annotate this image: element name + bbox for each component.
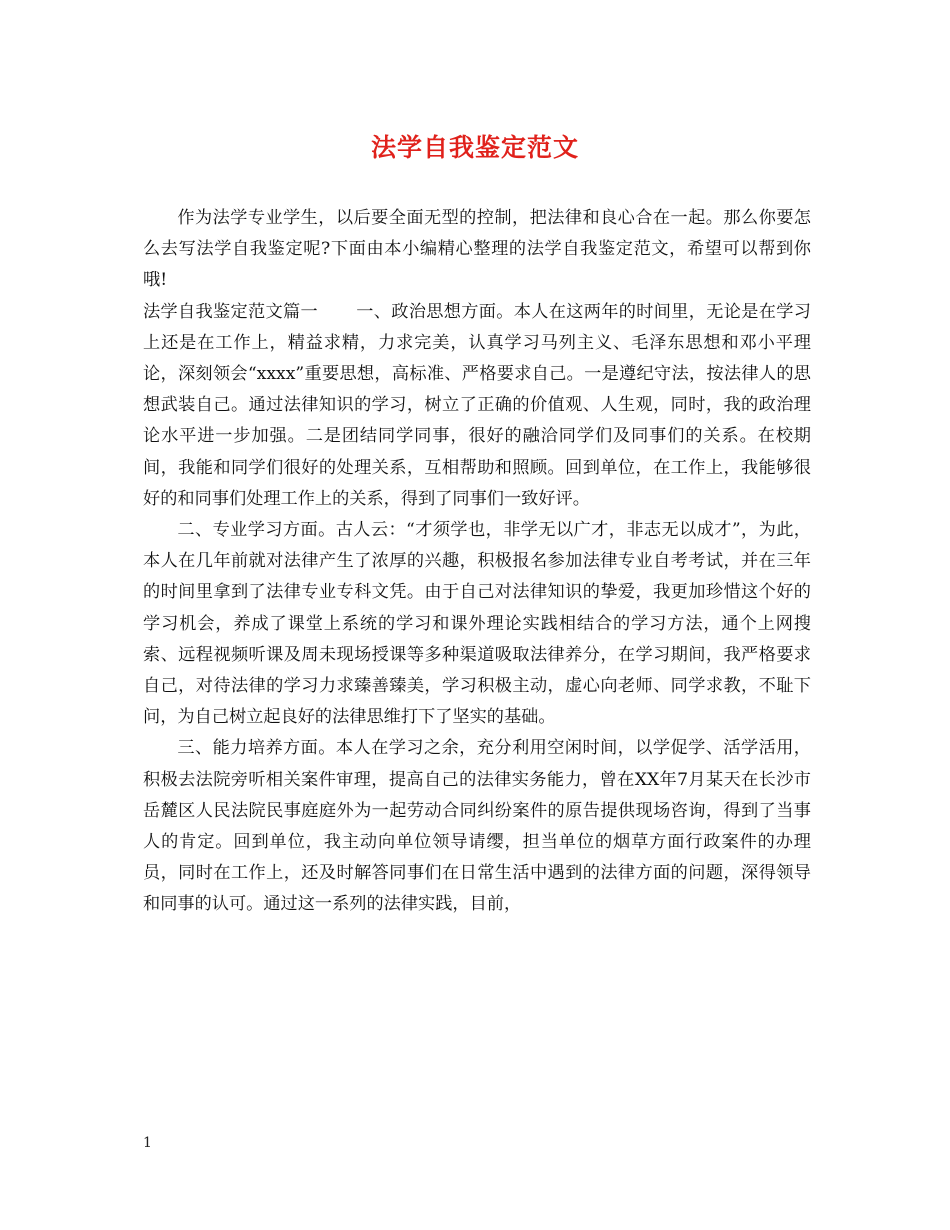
document-title: 法学自我鉴定范文 (370, 133, 579, 162)
section-heading: 法学自我鉴定范文篇一 (143, 301, 318, 322)
paragraph-1-text: 一、政治思想方面。本人在这两年的时间里，无论是在学习上还是在工作上，精益求精，力求完美，认真学习马列主义、毛泽东思想和邓小平理论，深刻领会“xxxx”重要思想，高标准、严格要求自己。一是遵纪守法，按法律人的思想武装自己。通过法律知识的学习，树立了正确的价值观、人生观，同时，我的政治理论水平进一步加强。二是团结同学同事，很好的融洽同学们及同事们的关系。在校期间，我能和同学们很好的处理关系，互相帮助和照顾。回到单位，在工作上，我能够很好的和同事们处理工作上的关系，得到了同事们一致好评。 (143, 301, 811, 509)
page-number: 1 (143, 1135, 152, 1151)
intro-paragraph: 作为法学专业学生，以后要全面无型的控制，把法律和良心合在一起。那么你要怎么去写法学自我鉴定呢?下面由本小编精心整理的法学自我鉴定范文，希望可以帮到你哦! (143, 208, 811, 291)
document-body (143, 203, 811, 921)
paragraph-2: 二、专业学习方面。古人云：“才须学也，非学无以广才，非志无以成才”，为此，本人在几年前就对法律产生了浓厚的兴趣，积极报名参加法律专业自考考试，并在三年的时间里拿到了法律专业专科文凭。由于自己对法律知识的挚爱，我更加珍惜这个好的学习机会，养成了课堂上系统的学习和课外理论实践相结合的学习方法，通个上网搜索、远程视频听课及周未现场授课等多种渠道吸取法律养分，在学习期间，我严格要求自己，对待法律的学习力求臻善臻美，学习积极主动，虚心向老师、同学求教，不耻下问，为自己树立起良好的法律思维打下了坚实的基础。 (143, 520, 811, 728)
paragraph-3: 三、能力培养方面。本人在学习之余，充分利用空闲时间，以学促学、活学活用，积极去法院旁听相关案件审理，提高自己的法律实务能力，曾在XX年7月某天在长沙市岳麓区人民法院民事庭庭外为一起劳动合同纠纷案件的原告提供现场咨询，得到了当事人的肯定。回到单位，我主动向单位领导请缨，担当单位的烟草方面行政案件的办理员，同时在工作上，还及时解答同事们在日常生活中遇到的法律方面的问题，深得领导和同事的认可。通过这一系列的法律实践，目前， (143, 738, 811, 915)
section-paragraph-1 (143, 297, 811, 515)
